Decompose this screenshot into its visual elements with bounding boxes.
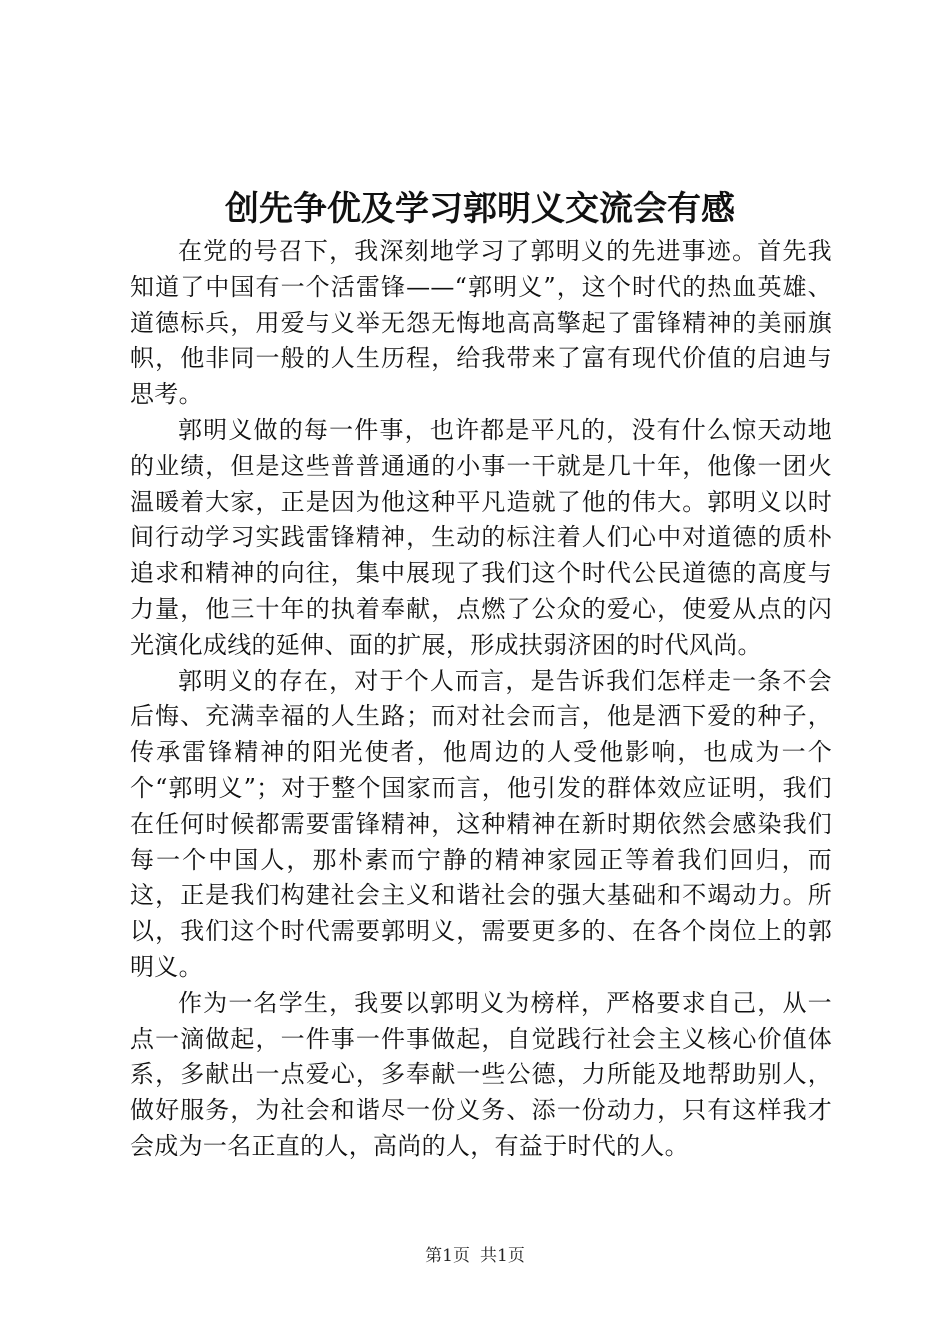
paragraph-3: 郭明义的存在，对于个人而言，是告诉我们怎样走一条不会后悔、充满幸福的人生路；而对社会而言，他是洒下爱的种子，传承雷锋精神的阳光使者，他周边的人受他影响，也成为一个个“郭明义”；对于整个国家而言，他引发的群体效应证明，我们在任何时候都需要雷锋精神，这种精神在新时期依然会感染我们每一个中国人，那朴素而宁静的精神家园正等着我们回归，而这，正是我们构建社会主义和谐社会的强大基础和不竭动力。所以，我们这个时代需要郭明义，需要更多的、在各个岗位上的郭明义。 bbox=[130, 666, 832, 981]
page-footer bbox=[0, 1244, 950, 1268]
paragraph-2: 郭明义做的每一件事，也许都是平凡的，没有什么惊天动地的业绩，但是这些普普通通的小事一干就是几十年，他像一团火温暖着大家，正是因为他这种平凡造就了他的伟大。郭明义以时间行动学习实践雷锋精神，生动的标注着人们心中对道德的质朴追求和精神的向往，集中展现了我们这个时代公民道德的高度与力量，他三十年的执着奉献，点燃了公众的爱心，使爱从点的闪光演化成线的延伸、面的扩展，形成扶弱济困的时代风尚。 bbox=[130, 415, 832, 659]
paragraph-1: 在党的号召下，我深刻地学习了郭明义的先进事迹。首先我知道了中国有一个活雷锋——“郭明义”，这个时代的热血英雄、道德标兵，用爱与义举无怨无悔地高高擎起了雷锋精神的美丽旗帜，他非同一般的人生历程，给我带来了富有现代价值的启迪与思考。 bbox=[130, 237, 832, 409]
page-number-current: 第1页 bbox=[425, 1246, 470, 1266]
document-body bbox=[130, 234, 832, 1165]
paragraph-4: 作为一名学生，我要以郭明义为榜样，严格要求自己，从一点一滴做起，一件事一件事做起，自觉践行社会主义核心价值体系，多献出一点爱心，多奉献一些公德，力所能及地帮助别人，做好服务，为社会和谐尽一份义务、添一份动力，只有这样我才会成为一名正直的人，高尚的人，有益于时代的人。 bbox=[130, 988, 832, 1160]
document-title: 创先争优及学习郭明义交流会有感 bbox=[225, 189, 735, 229]
page-number-total: 共1页 bbox=[480, 1246, 525, 1266]
